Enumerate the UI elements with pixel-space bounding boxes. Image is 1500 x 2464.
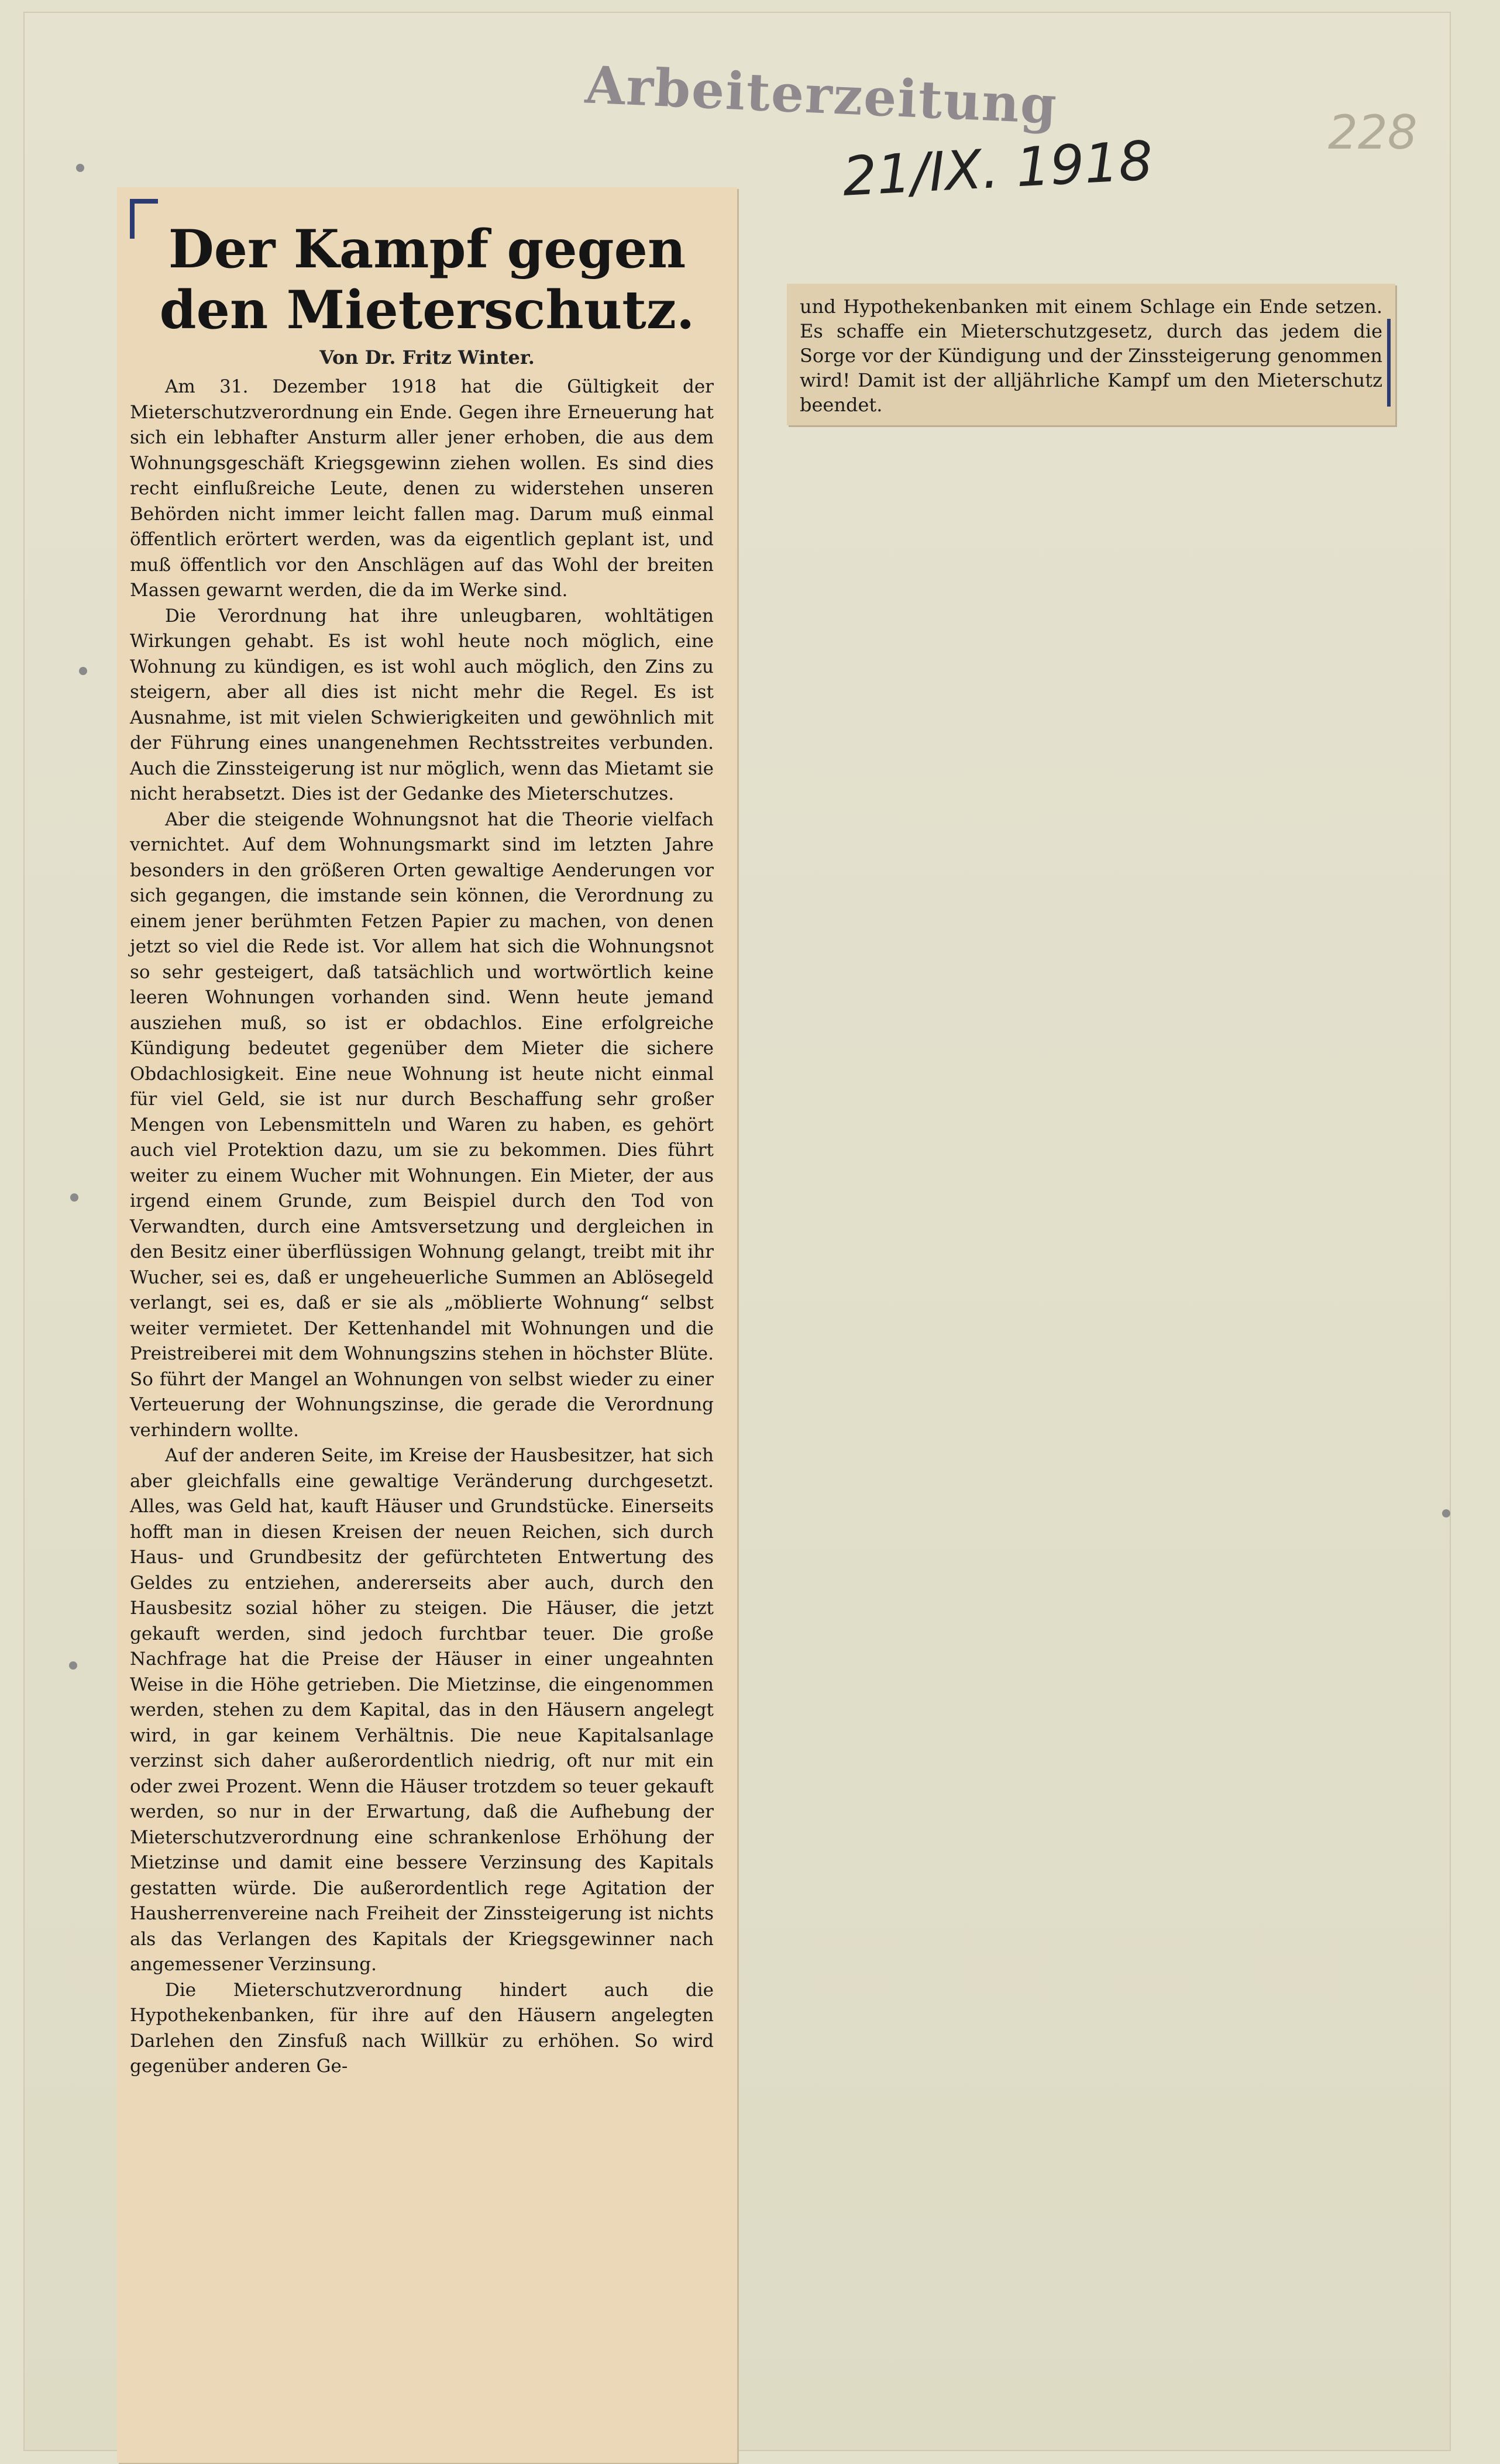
continuation-clipping bbox=[787, 284, 1395, 425]
pin-hole bbox=[69, 1661, 77, 1670]
pin-hole bbox=[1442, 1509, 1450, 1517]
article-byline: Von Dr. Fritz Winter. bbox=[319, 346, 535, 369]
pin-hole bbox=[76, 164, 84, 172]
newspaper-stamp: Arbeiterzeitung bbox=[584, 54, 1059, 136]
pin-hole bbox=[79, 667, 87, 675]
blue-pencil-mark bbox=[130, 199, 158, 239]
main-article-clipping bbox=[117, 187, 737, 2463]
archive-number: 228 bbox=[1328, 105, 1418, 160]
article-paragraph: Am 31. Dezember 1918 hat die Gültigkeit der Mieterschutzverordnung ein Ende. Gegen ihre Erneuerung hat sich ein lebhafter Ansturm aller jener erhoben, die aus dem Wohnungsgeschäft Kriegsgewinn ziehen wollen. Es sind dies recht einflußreiche Leute, denen zu widerstehen unseren Behörden nicht immer leicht fallen mag. Darum muß einmal öffentlich erörtert werden, was da eigentlich geplant ist, und muß öffentlich vor den Anschlägen auf das Wohl der breiten Massen gewarnt werden, die da im Werke sind. bbox=[130, 376, 714, 601]
pin-hole bbox=[70, 1193, 78, 1202]
article-paragraph: Die Verordnung hat ihre unleugbaren, wohltätigen Wirkungen gehabt. Es ist wohl heute noch möglich, eine Wohnung zu kündigen, es ist wohl auch möglich, den Zins zu steigern, aber all dies ist nicht mehr die Regel. Es ist Ausnahme, ist mit vielen Schwierigkeiten und gewöhnlich mit der Führung eines unangenehmen Rechtsstreites verbunden. Auch die Zinssteigerung ist nur möglich, wenn das Mietamt sie nicht herabsetzt. Dies ist der Gedanke des Mieterschutzes. bbox=[130, 605, 714, 804]
article-paragraph: Auf der anderen Seite, im Kreise der Hausbesitzer, hat sich aber gleichfalls eine gewaltige Veränderung durchgesetzt. Alles, was Geld hat, kauft Häuser und Grundstücke. Einerseits hofft man in diesen Kreisen der neuen Reichen, sich durch Haus- und Grundbesitz der gefürchteten Entwertung des Geldes zu entziehen, andererseits aber auch, durch den Hausbesitz sozial höher zu steigen. Die Häuser, die jetzt gekauft werden, sind jedoch furchtbar teuer. Die große Nachfrage hat die Preise der Häuser in einer ungeahnten Weise in die Höhe getrieben. Die Mietzinse, die eingenommen werden, stehen zu dem Kapital, das in den Häusern angelegt wird, in gar keinem Verhältnis. Die neue Kapitalsanlage verzinst sich daher außerordentlich niedrig, oft nur mit ein oder zwei Prozent. Wenn die Häuser trotzdem so teuer gekauft werden, so nur in der Erwartung, daß die Aufhebung der Mieterschutzverordnung eine schrankenlose Erhöhung der Mietzinse und damit eine bessere Verzinsung des Kapitals gestatten würde. Die außerordentlich rege Agitation der Hausherrenvereine nach Freiheit der Zinssteigerung ist nichts als das Verlangen des Kapitals der Kriegsgewinner nach angemessener Verzinsung. bbox=[130, 1445, 714, 1975]
article-paragraph: Aber die steigende Wohnungsnot hat die Theorie vielfach vernichtet. Auf dem Wohnungsmarkt sind im letzten Jahre besonders in den größeren Orten gewaltige Aenderungen vor sich gegangen, die imstande sein können, die Verordnung zu einem jener berühmten Fetzen Papier zu machen, von denen jetzt so viel die Rede ist. Vor allem hat sich die Wohnungsnot so sehr gesteigert, daß tatsächlich und wortwörtlich keine leeren Wohnungen vorhanden sind. Wenn heute jemand ausziehen muß, so ist er obdachlos. Eine erfolgreiche Kündigung bedeutet gegenüber dem Mieter die sichere Obdachlosigkeit. Eine neue Wohnung ist heute nicht einmal für viel Geld, sie ist nur durch Beschaffung sehr großer Mengen von Lebensmitteln und Waren zu haben, es gehört auch viel Protektion dazu, um sie zu bekommen. Dies führt weiter zu einem Wucher mit Wohnungen. Ein Mieter, der aus irgend einem Grunde, zum Beispiel durch den Tod von Verwandten, durch eine Amtsversetzung und dergleichen in den Besitz einer überflüssigen Wohnung gelangt, treibt mit ihr Wucher, sei es, daß er ungeheuerliche Summen an Ablösegeld verlangt, sei es, daß er sie als „möblierte Wohnung“ selbst weiter vermietet. Der Kettenhandel mit Wohnungen und die Preistreiberei mit dem Wohnungszins stehen in höchster Blüte. So führt der Mangel an Wohnungen von selbst wieder zu einer Verteuerung der Wohnungszinse, die gerade die Verordnung verhindern wollte. bbox=[130, 808, 714, 1441]
handwritten-date: 21/IX. 1918 bbox=[841, 129, 1155, 208]
blue-pencil-mark bbox=[1387, 319, 1391, 407]
continuation-text: und Hypothekenbanken mit einem Schlage ein Ende setzen. Es schaffe ein Mieterschutzgesetz, durch das jedem die Sorge vor der Kündigung und der Zinssteigerung genommen wird! Damit ist der alljährliche Kampf um den Mieterschutz beendet. bbox=[800, 295, 1382, 416]
article-paragraph: Die Mieterschutzverordnung hindert auch die Hypothekenbanken, für ihre auf den Häusern angelegten Darlehen den Zinsfuß nach Willkür zu erhöhen. So wird gegenüber anderen Ge- bbox=[130, 1979, 714, 2077]
article-body bbox=[130, 374, 714, 2080]
article-title: Der Kampf gegen den Mieterschutz. bbox=[159, 218, 695, 341]
